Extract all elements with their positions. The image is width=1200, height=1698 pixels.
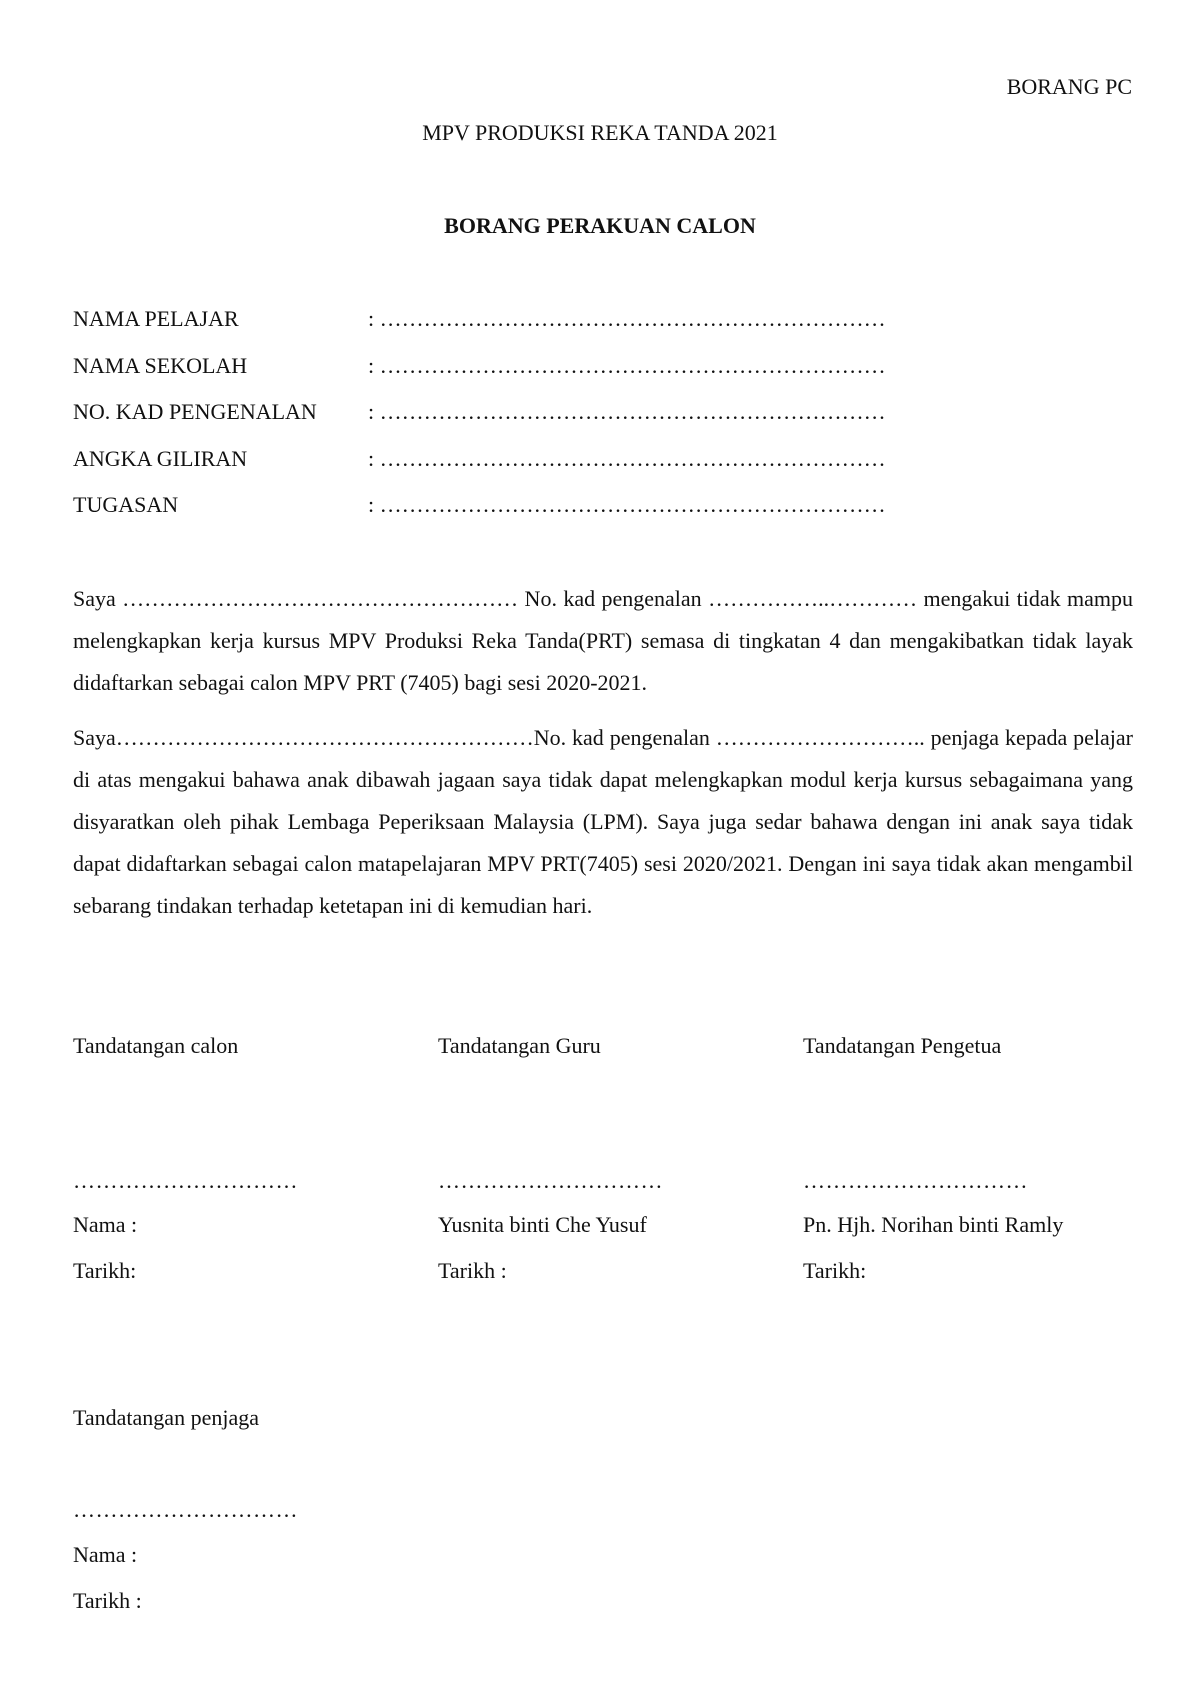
field-row-angka-giliran	[73, 446, 886, 493]
signature-date: Tarikh :	[73, 1588, 142, 1613]
field-label: ANGKA GILIRAN	[73, 445, 248, 471]
signature-title: Tandatangan calon	[73, 1033, 239, 1058]
signature-date: Tarikh:	[803, 1258, 867, 1283]
signature-date: Tarikh :	[438, 1258, 507, 1283]
signature-title: Tandatangan penjaga	[73, 1405, 259, 1430]
form-code: BORANG PC	[1006, 74, 1132, 99]
signature-name: Nama :	[73, 1212, 138, 1237]
signature-name: Yusnita binti Che Yusuf	[438, 1212, 647, 1237]
candidate-fields	[73, 306, 886, 539]
field-value: : ……………………………………………………………	[368, 306, 886, 331]
signature-title: Tandatangan Guru	[438, 1033, 601, 1058]
signature-name: Pn. Hjh. Norihan binti Ramly	[803, 1212, 1064, 1237]
field-row-nama-pelajar	[73, 306, 886, 353]
field-label: NAMA PELAJAR	[73, 306, 239, 331]
field-row-no-kad-pengenalan	[73, 399, 886, 446]
signature-title: Tandatangan Pengetua	[803, 1033, 1002, 1058]
field-value: : ……………………………………………………………	[368, 399, 886, 424]
field-value: : ……………………………………………………………	[368, 352, 886, 378]
signature-line: …………………………	[803, 1168, 1028, 1193]
signature-date: Tarikh:	[73, 1258, 137, 1283]
guardian-declaration-paragraph: Saya…………………………………………………No. kad pengenalan ……………………….. penjaga kepada pelajar di atas mengakui bahawa anak dibawah jagaan saya tidak dapat melengkapkan modul kerja kursus sebagaimana yang disyaratkan oleh pihak Lembaga Peperiksaan Malaysia (LPM). Saya juga sedar bahawa dengan ini anak saya tidak dapat didaftarkan sebagai calon matapelajaran MPV PRT(7405) sesi 2020/2021. Dengan ini saya tidak akan mengambil sebarang tindakan terhadap ketetapan ini di kemudian hari.	[73, 725, 1133, 918]
field-row-nama-sekolah	[73, 353, 886, 400]
field-value: : ……………………………………………………………	[368, 445, 886, 471]
document-title: BORANG PERAKUAN CALON	[444, 213, 756, 238]
field-value: : ……………………………………………………………	[368, 492, 886, 517]
field-label: NO. KAD PENGENALAN	[73, 399, 317, 424]
document-subtitle: MPV PRODUKSI REKA TANDA 2021	[422, 120, 778, 145]
signature-line: …………………………	[438, 1168, 663, 1193]
signature-line: …………………………	[73, 1168, 298, 1193]
field-label: NAMA SEKOLAH	[73, 352, 248, 378]
field-row-tugasan	[73, 492, 886, 539]
candidate-declaration-paragraph: Saya ……………………………………………… No. kad pengenalan ……………..………… mengakui tidak mampu melengkapkan kerja kursus MPV Produksi Reka Tanda(PRT) semasa di tingkatan 4 dan mengakibatkan tidak layak didaftarkan sebagai calon MPV PRT (7405) bagi sesi 2020-2021.	[73, 586, 1133, 695]
signature-line: …………………………	[73, 1497, 298, 1522]
signature-name: Nama :	[73, 1542, 138, 1567]
field-label: TUGASAN	[73, 492, 179, 517]
